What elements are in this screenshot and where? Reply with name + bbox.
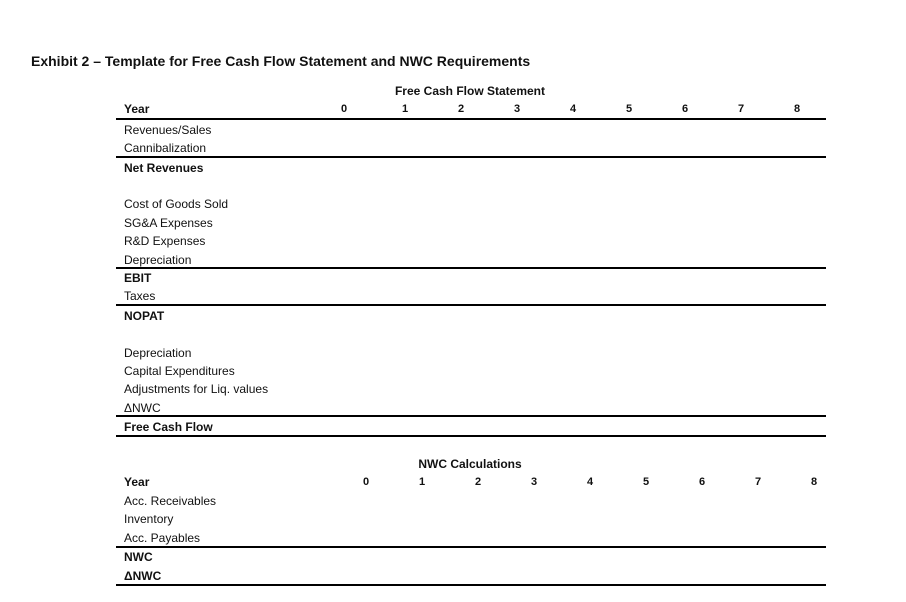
row-cogs: Cost of Goods Sold xyxy=(124,197,229,211)
row-ebit: EBIT xyxy=(124,271,152,285)
nwc-caption: NWC Calculations xyxy=(418,457,522,471)
nwc-year-1: 1 xyxy=(418,476,426,488)
nwc-year-7: 7 xyxy=(754,476,762,488)
exhibit-title: Exhibit 2 – Template for Free Cash Flow Statement and NWC Requirements xyxy=(31,53,531,69)
row-receivables: Acc. Receivables xyxy=(124,494,217,508)
rule-fcf-bottom xyxy=(116,435,826,437)
nwc-year-4: 4 xyxy=(586,476,594,488)
row-free-cash-flow: Free Cash Flow xyxy=(124,420,213,434)
rule-nopat xyxy=(116,304,826,306)
fcf-year-label: Year xyxy=(124,102,150,116)
row-nwc-delta: ΔNWC xyxy=(124,569,162,583)
row-sga: SG&A Expenses xyxy=(124,216,213,230)
nwc-year-2: 2 xyxy=(474,476,482,488)
row-revenues: Revenues/Sales xyxy=(124,123,212,137)
rule-nwc xyxy=(116,546,826,548)
nwc-year-8: 8 xyxy=(810,476,818,488)
fcf-year-6: 6 xyxy=(681,103,689,115)
row-net-revenues: Net Revenues xyxy=(124,161,204,175)
fcf-year-8: 8 xyxy=(793,103,801,115)
row-capex: Capital Expenditures xyxy=(124,364,235,378)
fcf-year-5: 5 xyxy=(625,103,633,115)
rule-ebit xyxy=(116,267,826,269)
fcf-year-2: 2 xyxy=(457,103,465,115)
nwc-year-5: 5 xyxy=(642,476,650,488)
row-nopat: NOPAT xyxy=(124,309,165,323)
nwc-year-0: 0 xyxy=(362,476,370,488)
rule-net-revenues xyxy=(116,156,826,158)
row-nwc: NWC xyxy=(124,550,153,564)
row-depreciation-addback: Depreciation xyxy=(124,346,192,360)
fcf-caption: Free Cash Flow Statement xyxy=(394,84,546,98)
fcf-year-1: 1 xyxy=(401,103,409,115)
row-cannibalization: Cannibalization xyxy=(124,141,207,155)
nwc-year-6: 6 xyxy=(698,476,706,488)
row-depreciation: Depreciation xyxy=(124,253,192,267)
rule-nwc-bottom xyxy=(116,584,826,586)
row-rnd: R&D Expenses xyxy=(124,234,206,248)
nwc-year-3: 3 xyxy=(530,476,538,488)
row-delta-nwc: ΔNWC xyxy=(124,401,161,415)
row-inventory: Inventory xyxy=(124,512,174,526)
fcf-header-rule xyxy=(116,118,826,120)
nwc-year-label: Year xyxy=(124,475,150,489)
rule-fcf xyxy=(116,415,826,417)
fcf-year-0: 0 xyxy=(340,103,348,115)
fcf-year-3: 3 xyxy=(513,103,521,115)
row-payables: Acc. Payables xyxy=(124,531,201,545)
fcf-year-7: 7 xyxy=(737,103,745,115)
row-liq-adjustments: Adjustments for Liq. values xyxy=(124,382,269,396)
row-taxes: Taxes xyxy=(124,289,156,303)
fcf-year-4: 4 xyxy=(569,103,577,115)
